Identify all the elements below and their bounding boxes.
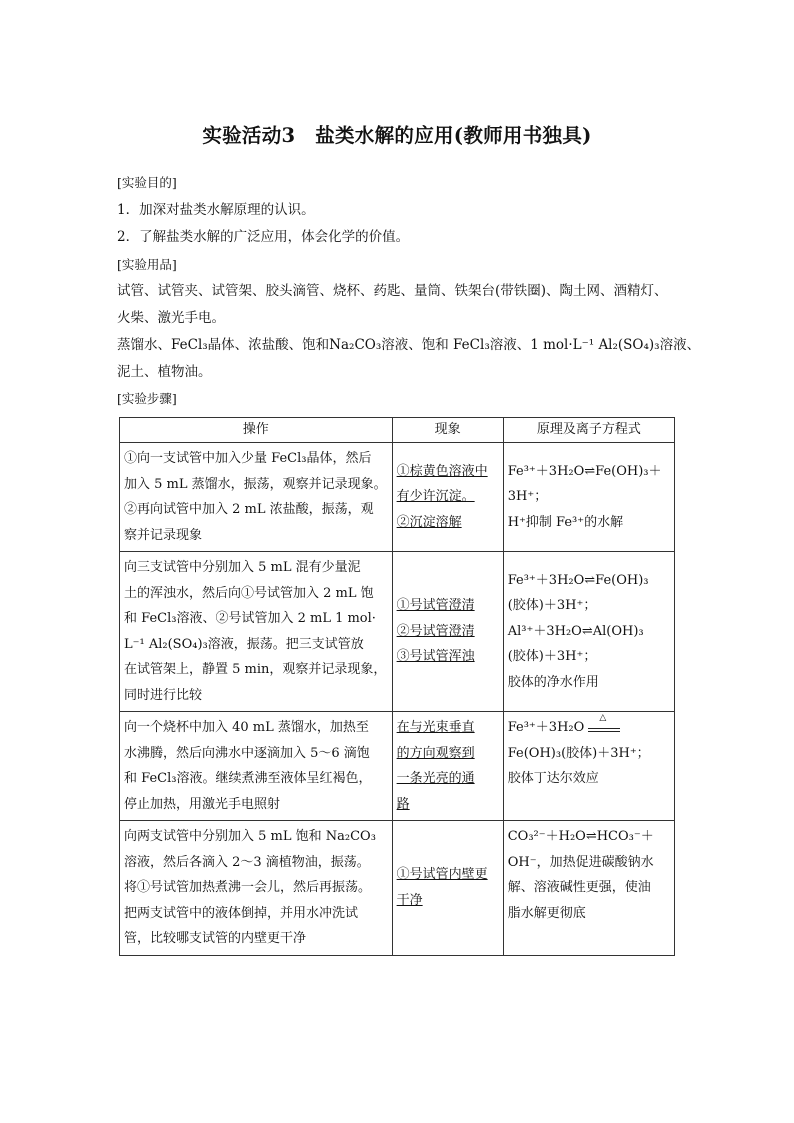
table-row bbox=[120, 552, 675, 712]
purpose-item-2: 2．了解盐类水解的广泛应用，体会化学的价值。 bbox=[117, 229, 410, 245]
page-title: 实验活动3 盐类水解的应用(教师用书独具) bbox=[202, 124, 592, 147]
cell-line: 的方向观察到 bbox=[396, 745, 475, 761]
cell-line: 向三支试管中分别加入 5 mL 混有少量泥 bbox=[124, 560, 361, 575]
table-row bbox=[120, 821, 675, 956]
cell-line: 察并记录现象 bbox=[124, 527, 203, 543]
cell-line: 有少许沉淀。 bbox=[396, 489, 475, 505]
cell-line: Fe(OH)₃(胶体)＋3H⁺； bbox=[507, 745, 650, 761]
cell-line: 同时进行比较 bbox=[124, 687, 203, 703]
purpose-item-1: 1．加深对盐类水解原理的认识。 bbox=[117, 202, 315, 218]
cell-line: Fe³⁺＋3H₂O⇌Fe(OH)₃ bbox=[507, 572, 649, 588]
cell-line: ③号试管浑浊 bbox=[396, 649, 475, 665]
purpose-header: [实验目的] bbox=[117, 175, 177, 190]
heat-equals-icon bbox=[588, 712, 620, 735]
table-header-row bbox=[120, 418, 675, 443]
cell-line: ①向一支试管中加入少量 FeCl₃晶体，然后 bbox=[124, 451, 372, 466]
table-row bbox=[120, 443, 675, 552]
cell-line: 脂水解更彻底 bbox=[507, 905, 586, 921]
cell-line: 土的浑浊水，然后向①号试管加入 2 mL 饱 bbox=[124, 585, 374, 601]
principle-cell bbox=[503, 552, 674, 712]
materials-equipment-line2: 火柴、激光手电。 bbox=[117, 310, 225, 326]
cell-line: ①棕黄色溶液中 bbox=[396, 463, 488, 479]
cell-line: 将①号试管加热煮沸一会儿，然后再振荡。 bbox=[124, 880, 372, 895]
principle-cell bbox=[503, 821, 674, 956]
cell-line: ①号试管澄清 bbox=[396, 598, 475, 614]
phenomenon-cell bbox=[392, 443, 503, 552]
principle-cell bbox=[503, 712, 674, 821]
cell-line: Fe³⁺＋3H₂O⇌Fe(OH)₃＋ bbox=[507, 463, 662, 479]
cell-line: (胶体)＋3H⁺； bbox=[507, 649, 597, 665]
cell-text: Fe³⁺＋3H₂O bbox=[507, 720, 585, 735]
steps-header: [实验步骤] bbox=[117, 391, 177, 406]
cell-line: 水沸腾，然后向沸水中逐滴加入 5～6 滴饱 bbox=[124, 745, 370, 761]
cell-line: ①号试管内壁更 bbox=[396, 867, 488, 883]
cell-line: ②再向试管中加入 2 mL 浓盐酸，振荡，观 bbox=[124, 502, 374, 517]
cell-line: 在试管架上，静置 5 min，观察并记录现象， bbox=[124, 662, 387, 677]
experiment-steps-table bbox=[119, 417, 675, 956]
cell-line: 把两支试管中的液体倒掉，并用水冲洗试 bbox=[124, 905, 359, 921]
phenomenon-cell bbox=[392, 712, 503, 821]
operation-cell bbox=[120, 552, 393, 712]
cell-line: ②号试管澄清 bbox=[396, 623, 475, 639]
delta-symbol: △ bbox=[599, 712, 607, 723]
cell-line: 一条光亮的通 bbox=[396, 771, 475, 786]
cell-line: 3H⁺； bbox=[507, 489, 548, 505]
cell-line: (胶体)＋3H⁺； bbox=[507, 598, 597, 614]
cell-line: CO₃²⁻＋H₂O⇌HCO₃⁻＋ bbox=[507, 829, 654, 844]
cell-line: 路 bbox=[396, 796, 410, 812]
cell-line: L⁻¹ Al₂(SO₄)₃溶液，振荡。把三支试管放 bbox=[124, 636, 364, 652]
cell-line: 向两支试管中分别加入 5 mL 饱和 Na₂CO₃ bbox=[124, 829, 376, 844]
cell-line: 和 FeCl₃溶液、②号试管加入 2 mL 1 mol· bbox=[124, 611, 376, 626]
cell-line: 干净 bbox=[396, 892, 423, 908]
principle-cell bbox=[503, 443, 674, 552]
equation-line bbox=[507, 712, 670, 741]
materials-reagents-line2: 泥土、植物油。 bbox=[117, 364, 212, 380]
materials-equipment-line1: 试管、试管夹、试管架、胶头滴管、烧杯、药匙、量筒、铁架台(带铁圈)、陶土网、酒精灯、 bbox=[117, 283, 668, 299]
phenomenon-cell bbox=[392, 821, 503, 956]
cell-line: 在与光束垂直 bbox=[396, 720, 475, 735]
cell-line: 管，比较哪支试管的内壁更干净 bbox=[124, 931, 307, 946]
cell-line: 解、溶液碱性更强，使油 bbox=[507, 880, 651, 895]
header-principle: 原理及离子方程式 bbox=[503, 418, 674, 443]
cell-line: 胶体丁达尔效应 bbox=[507, 771, 599, 786]
cell-line: Al³⁺＋3H₂O⇌Al(OH)₃ bbox=[507, 623, 644, 639]
header-phenomenon: 现象 bbox=[392, 418, 503, 443]
cell-line: 和 FeCl₃溶液。继续煮沸至液体呈红褐色， bbox=[124, 771, 372, 786]
operation-cell bbox=[120, 821, 393, 956]
cell-line: H⁺抑制 Fe³⁺的水解 bbox=[507, 514, 624, 530]
materials-reagents-line1: 蒸馏水、FeCl₃晶体、浓盐酸、饱和Na₂CO₃溶液、饱和 FeCl₃溶液、1 mol·L⁻¹ Al₂(SO₄)₃溶液、 bbox=[117, 337, 701, 353]
cell-line: 溶液，然后各滴入 2～3 滴植物油，振荡。 bbox=[124, 854, 370, 870]
cell-line: ②沉淀溶解 bbox=[396, 514, 462, 530]
materials-header: [实验用品] bbox=[117, 257, 177, 272]
phenomenon-cell bbox=[392, 552, 503, 712]
operation-cell bbox=[120, 712, 393, 821]
cell-line: 向一个烧杯中加入 40 mL 蒸馏水，加热至 bbox=[124, 720, 369, 735]
operation-cell bbox=[120, 443, 393, 552]
cell-line: 加入 5 mL 蒸馏水，振荡，观察并记录现象。 bbox=[124, 476, 387, 492]
table-row bbox=[120, 712, 675, 821]
cell-line: 胶体的净水作用 bbox=[507, 674, 599, 690]
cell-line: OH⁻，加热促进碳酸钠水 bbox=[507, 854, 654, 870]
cell-line: 停止加热，用激光手电照射 bbox=[124, 796, 281, 812]
header-operation: 操作 bbox=[120, 418, 393, 443]
